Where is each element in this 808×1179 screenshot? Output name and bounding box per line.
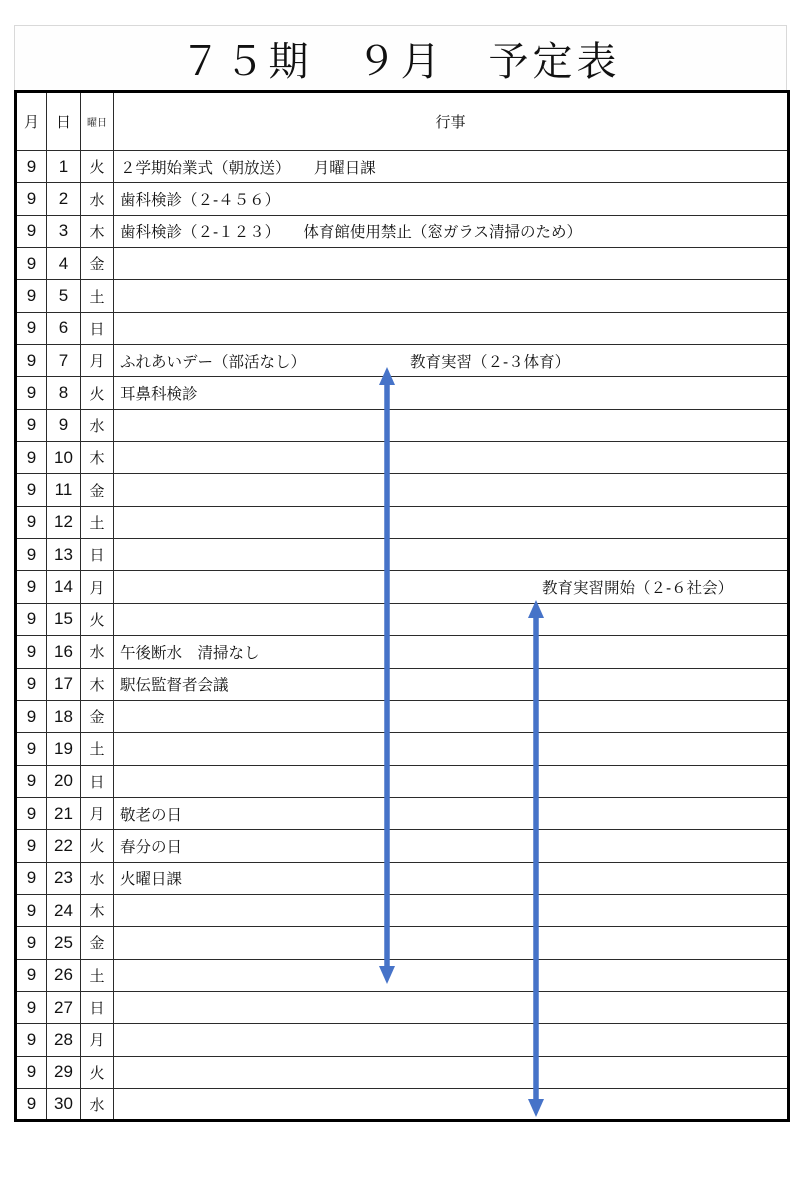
- table-row: [16, 991, 789, 1023]
- event-cell: [114, 151, 789, 183]
- weekday-cell: 月: [81, 797, 114, 829]
- event-cell: [114, 894, 789, 926]
- table-row: [16, 1088, 789, 1120]
- event-text: ふれあいデー（部活なし）: [120, 353, 307, 371]
- weekday-cell: 月: [81, 345, 114, 377]
- month-cell: 9: [16, 830, 47, 862]
- month-cell: 9: [16, 959, 47, 991]
- event-cell: [114, 248, 789, 280]
- month-cell: 9: [16, 409, 47, 441]
- day-cell: 13: [47, 539, 81, 571]
- day-cell: 30: [47, 1088, 81, 1120]
- weekday-cell: 木: [81, 668, 114, 700]
- table-row: [16, 1056, 789, 1088]
- event-cell: [114, 571, 789, 603]
- event-cell: [114, 1088, 789, 1120]
- month-cell: 9: [16, 862, 47, 894]
- table-row: [16, 668, 789, 700]
- table-row: [16, 474, 789, 506]
- table-row: [16, 1024, 789, 1056]
- event-cell: [114, 183, 789, 215]
- weekday-cell: 土: [81, 959, 114, 991]
- month-cell: 9: [16, 151, 47, 183]
- event-cell: [114, 539, 789, 571]
- day-cell: 14: [47, 571, 81, 603]
- weekday-cell: 水: [81, 862, 114, 894]
- event-cell: [114, 474, 789, 506]
- month-cell: 9: [16, 1088, 47, 1120]
- weekday-cell: 日: [81, 991, 114, 1023]
- day-cell: 4: [47, 248, 81, 280]
- table-body: [16, 151, 789, 1121]
- table-row: [16, 797, 789, 829]
- month-cell: 9: [16, 927, 47, 959]
- weekday-cell: 日: [81, 312, 114, 344]
- weekday-cell: 金: [81, 927, 114, 959]
- table-row: [16, 571, 789, 603]
- day-cell: 12: [47, 506, 81, 538]
- weekday-cell: 火: [81, 1056, 114, 1088]
- table-header: [16, 92, 789, 151]
- schedule-table: [14, 90, 790, 1122]
- weekday-cell: 火: [81, 377, 114, 409]
- table-row: [16, 765, 789, 797]
- table-row: [16, 248, 789, 280]
- page-title: ７５期 ９月 予定表: [180, 40, 621, 84]
- day-cell: 11: [47, 474, 81, 506]
- weekday-cell: 日: [81, 539, 114, 571]
- event-cell: [114, 927, 789, 959]
- event-cell: [114, 862, 789, 894]
- event-text: 敬老の日: [120, 806, 183, 824]
- month-cell: 9: [16, 733, 47, 765]
- event-text: 耳鼻科検診: [120, 386, 198, 404]
- table-row: [16, 603, 789, 635]
- weekday-cell: 土: [81, 733, 114, 765]
- month-cell: 9: [16, 700, 47, 732]
- table-row: [16, 927, 789, 959]
- table-row: [16, 151, 789, 183]
- event-cell: [114, 733, 789, 765]
- day-cell: 6: [47, 312, 81, 344]
- month-cell: 9: [16, 603, 47, 635]
- month-cell: 9: [16, 474, 47, 506]
- table-row: [16, 830, 789, 862]
- day-cell: 10: [47, 442, 81, 474]
- weekday-cell: 土: [81, 506, 114, 538]
- event-text: 教育実習開始（２-６社会）: [542, 580, 734, 598]
- event-cell: [114, 797, 789, 829]
- event-cell: [114, 506, 789, 538]
- day-cell: 7: [47, 345, 81, 377]
- event-text: ２学期始業式（朝放送） 月曜日課: [120, 159, 376, 177]
- month-cell: 9: [16, 1056, 47, 1088]
- event-text: 火曜日課: [120, 871, 183, 889]
- event-cell: [114, 959, 789, 991]
- table-row: [16, 377, 789, 409]
- event-text: 歯科検診（２-４５６）: [120, 192, 281, 210]
- header-weekday: 曜日: [81, 92, 114, 151]
- weekday-cell: 金: [81, 248, 114, 280]
- header-event: 行事: [114, 92, 789, 151]
- event-cell: [114, 636, 789, 668]
- day-cell: 9: [47, 409, 81, 441]
- month-cell: 9: [16, 991, 47, 1023]
- table-row: [16, 345, 789, 377]
- event-cell: [114, 668, 789, 700]
- day-cell: 2: [47, 183, 81, 215]
- weekday-cell: 土: [81, 280, 114, 312]
- day-cell: 29: [47, 1056, 81, 1088]
- weekday-cell: 月: [81, 571, 114, 603]
- event-text: 歯科検診（２-１２３） 体育館使用禁止（窓ガラス清掃のため）: [120, 224, 582, 242]
- month-cell: 9: [16, 312, 47, 344]
- month-cell: 9: [16, 442, 47, 474]
- day-cell: 27: [47, 991, 81, 1023]
- weekday-cell: 木: [81, 894, 114, 926]
- month-cell: 9: [16, 377, 47, 409]
- day-cell: 16: [47, 636, 81, 668]
- header-row: [16, 92, 789, 151]
- month-cell: 9: [16, 539, 47, 571]
- table-row: [16, 312, 789, 344]
- table-row: [16, 442, 789, 474]
- event-cell: [114, 700, 789, 732]
- table-row: [16, 894, 789, 926]
- table-row: [16, 862, 789, 894]
- day-cell: 23: [47, 862, 81, 894]
- month-cell: 9: [16, 248, 47, 280]
- header-month: 月: [16, 92, 47, 151]
- day-cell: 28: [47, 1024, 81, 1056]
- month-cell: 9: [16, 345, 47, 377]
- event-cell: [114, 377, 789, 409]
- month-cell: 9: [16, 1024, 47, 1056]
- event-cell: [114, 1056, 789, 1088]
- day-cell: 8: [47, 377, 81, 409]
- day-cell: 3: [47, 215, 81, 247]
- day-cell: 1: [47, 151, 81, 183]
- event-text: 駅伝監督者会議: [120, 677, 229, 695]
- weekday-cell: 水: [81, 636, 114, 668]
- day-cell: 22: [47, 830, 81, 862]
- weekday-cell: 火: [81, 603, 114, 635]
- table-row: [16, 959, 789, 991]
- event-cell: [114, 409, 789, 441]
- month-cell: 9: [16, 668, 47, 700]
- day-cell: 24: [47, 894, 81, 926]
- weekday-cell: 水: [81, 1088, 114, 1120]
- day-cell: 20: [47, 765, 81, 797]
- table-row: [16, 636, 789, 668]
- day-cell: 21: [47, 797, 81, 829]
- event-text: 午後断水 清掃なし: [120, 644, 260, 662]
- table-row: [16, 539, 789, 571]
- table-row: [16, 409, 789, 441]
- month-cell: 9: [16, 280, 47, 312]
- month-cell: 9: [16, 797, 47, 829]
- table-row: [16, 733, 789, 765]
- day-cell: 26: [47, 959, 81, 991]
- event-cell: [114, 830, 789, 862]
- weekday-cell: 水: [81, 409, 114, 441]
- weekday-cell: 金: [81, 700, 114, 732]
- weekday-cell: 金: [81, 474, 114, 506]
- event-cell: [114, 1024, 789, 1056]
- event-cell: [114, 603, 789, 635]
- table-row: [16, 280, 789, 312]
- month-cell: 9: [16, 636, 47, 668]
- month-cell: 9: [16, 765, 47, 797]
- event-cell: [114, 312, 789, 344]
- day-cell: 25: [47, 927, 81, 959]
- day-cell: 18: [47, 700, 81, 732]
- header-day: 日: [47, 92, 81, 151]
- weekday-cell: 水: [81, 183, 114, 215]
- month-cell: 9: [16, 215, 47, 247]
- event-text: 春分の日: [120, 838, 183, 856]
- month-cell: 9: [16, 571, 47, 603]
- event-cell: [114, 442, 789, 474]
- weekday-cell: 月: [81, 1024, 114, 1056]
- table-row: [16, 700, 789, 732]
- event-cell: [114, 215, 789, 247]
- month-cell: 9: [16, 506, 47, 538]
- day-cell: 15: [47, 603, 81, 635]
- table-row: [16, 215, 789, 247]
- month-cell: 9: [16, 183, 47, 215]
- weekday-cell: 木: [81, 215, 114, 247]
- weekday-cell: 火: [81, 830, 114, 862]
- event-cell: [114, 765, 789, 797]
- table-row: [16, 506, 789, 538]
- weekday-cell: 木: [81, 442, 114, 474]
- event-text: 教育実習（２-３体育）: [410, 353, 571, 371]
- day-cell: 17: [47, 668, 81, 700]
- weekday-cell: 火: [81, 151, 114, 183]
- day-cell: 5: [47, 280, 81, 312]
- weekday-cell: 日: [81, 765, 114, 797]
- table-row: [16, 183, 789, 215]
- title-box: [14, 25, 787, 91]
- event-cell: [114, 991, 789, 1023]
- day-cell: 19: [47, 733, 81, 765]
- month-cell: 9: [16, 894, 47, 926]
- event-cell: [114, 280, 789, 312]
- event-cell: [114, 345, 789, 377]
